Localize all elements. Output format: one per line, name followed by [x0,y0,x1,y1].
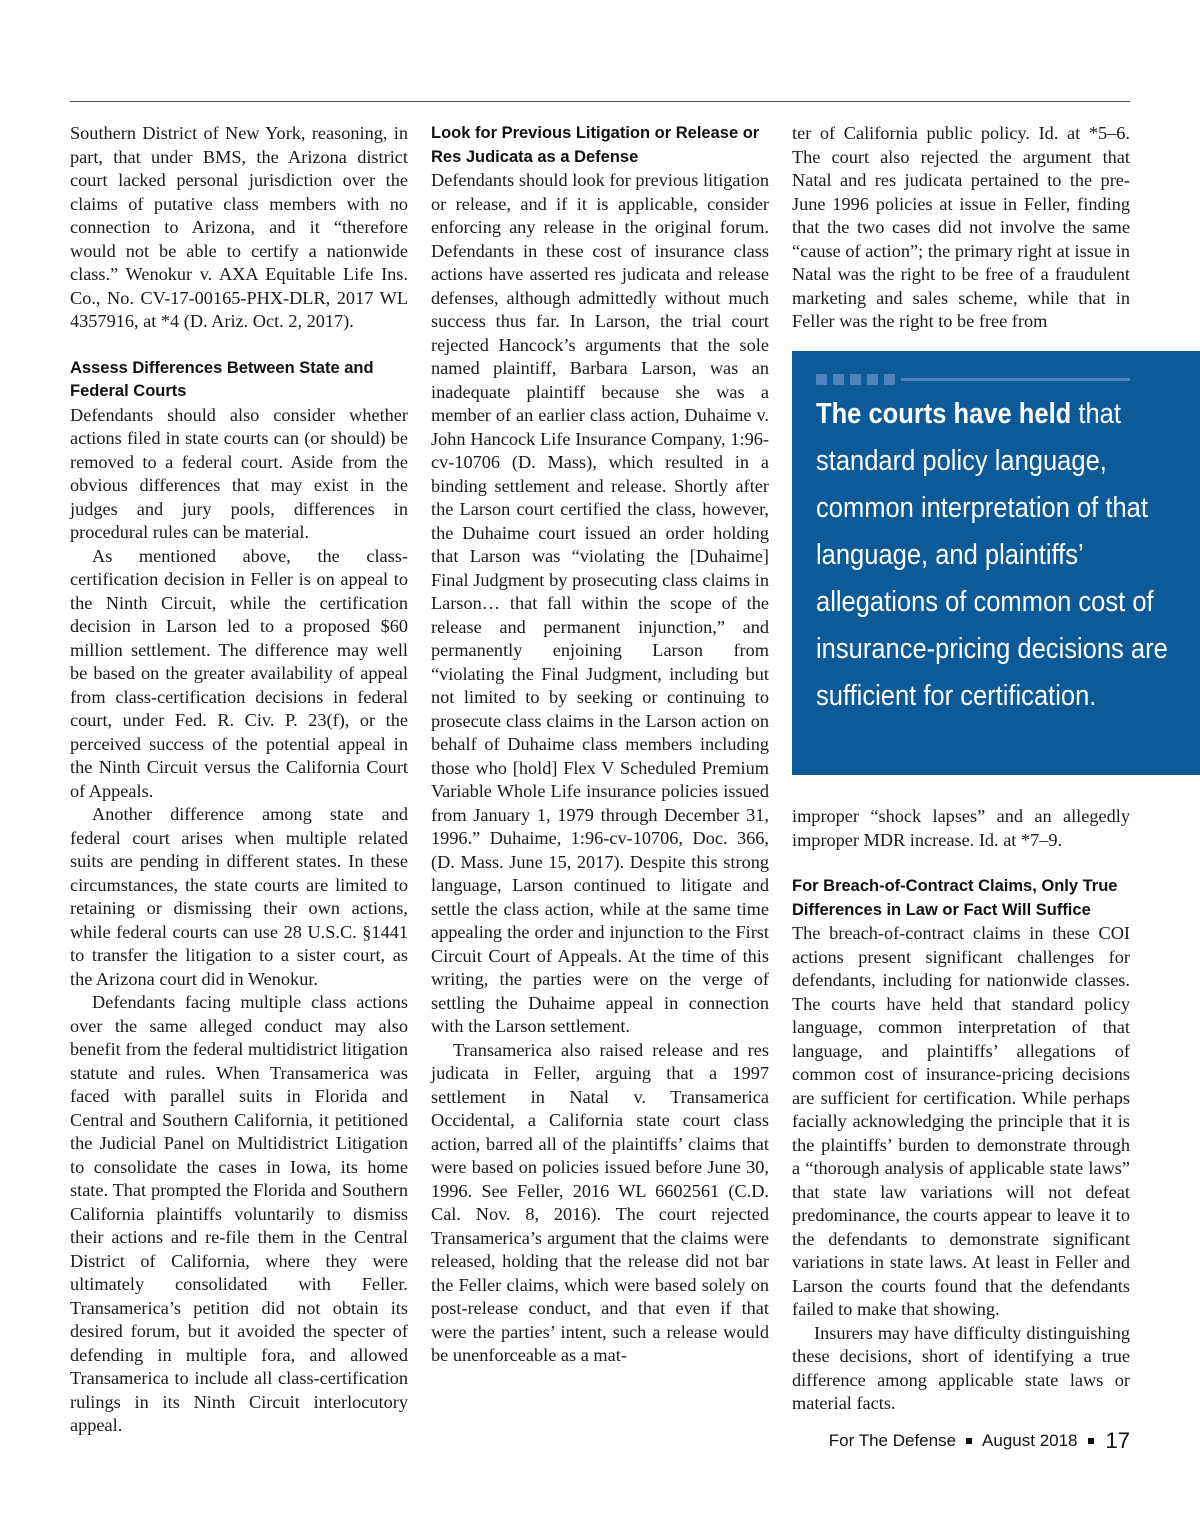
page-number: 17 [1105,1428,1130,1453]
bullet-icon [966,1438,972,1444]
top-rule [70,101,1130,102]
paragraph: improper “shock lapses” and an allegedly improper MDR increase. Id. at *7–9. [792,806,1130,850]
section-heading: Assess Differences Between State and Federal Courts [70,358,374,400]
section-heading: Look for Previous Litigation or Release or Res Judicata as a Defense [431,124,760,166]
paragraph: ter of California public policy. Id. at *5–6. The court also rejected the argument that Natal and res judicata pertained to the pre-June 1996 policies at issue in Feller, finding that the two cases did not involve the same “cause of action”; the primary right at issue in Natal was the right to be free of a fraudulent marketing and sales scheme, while that in Feller was the right to be free from [792,123,1130,331]
paragraph: Transamerica also raised release and res judicata in Feller, arguing that a 1997 settlement in Natal v. Transamerica Occidental, a California state court class action, barred all of the plaintiffs’ claims that were based on policies issued before June 30, 1996. See Feller, 2016 WL 6602561 (C.D. Cal. Nov. 8, 2016). The court rejected Transamerica’s argument that the claims were released, holding that the release did not bar the Feller claims, which were based solely on post-release conduct, and that even if that were the parties’ intent, such a release would be unenforceable as a mat- [431,1039,769,1365]
paragraph: Southern District of New York, reasoning, in part, that under BMS, the Arizona district court lacked personal jurisdiction over the claims of putative class members with no connection to Arizona, and it “therefore would not be able to certify a nationwide class.” Wenokur v. AXA Equitable Life Ins. Co., No. CV-17-00165-PHX-DLR, 2017 WL 4357916, at *4 (D. Ariz. Oct. 2, 2017). [70,123,408,331]
section-heading: For Breach-of-Contract Claims, Only True Differences in Law or Fact Will Suffice [792,877,1118,919]
publication-name: For The Defense [828,1431,957,1450]
paragraph: Defendants should also consider whether actions filed in state courts can (or should) be removed to a federal court. Aside from the obvious differences that may exist in the judges and jury pools, differences in procedural rules can be material. [70,404,408,542]
pull-quote-decoration [816,373,1200,385]
pull-quote-bold: The courts have held [816,398,1072,430]
column-3-bottom [792,805,1130,1416]
pull-quote-rest: that standard policy language, common interpretation of that language, and plaintiffs’ allegations of common cost of insurance-pricing decisions are sufficient for certification. [816,398,1168,712]
paragraph: The breach-of-contract claims in these COI actions present significant challenges for defendants, including for nationwide classes. The courts have held that standard policy language, common interpretation of that language, and plaintiffs’ allegations of common cost of insurance-pricing decisions are sufficient for certification. While perhaps facially acknowledging the principle that it is the plaintiffs’ burden to demonstrate through a “thorough analysis of applicable state laws” that state law variations will not defeat predominance, the courts appear to leave it to the defendants to demonstrate significant variations in state laws. At least in Feller and Larson the courts found that the defendants failed to make that showing. [792,923,1130,1319]
paragraph: Another difference among state and federal court arises when multiple related suits are pending in different states. In these circumstances, the state courts are limited to retaining or dismissing their own actions, while federal courts can use 28 U.S.C. §1441 to transfer the litigation to a sister court, as the Arizona court did in Wenokur. [70,804,408,989]
issue-date: August 2018 [982,1431,1078,1450]
pull-quote-text [816,391,1186,720]
paragraph: As mentioned above, the class-certification decision in Feller is on appeal to the Ninth Circuit, while the certification decision in Larson led to a proposed $60 million settlement. The difference may well be based on the greater availability of appeal from class-certification decisions in federal court, under Fed. R. Civ. P. 23(f), or the perceived success of the potential appeal in the Ninth Circuit versus the California Court of Appeals. [70,545,408,801]
paragraph: Defendants should look for previous litigation or release, and if it is applicable, consider enforcing any release in the original forum. Defendants in these cost of insurance class actions have asserted res judicata and release defenses, although admittedly without much success thus far. In Larson, the trial court rejected Hancock’s arguments that the sole named plaintiff, Barbara Larson, was an inadequate plaintiff because she was a member of an earlier class action, Duhaime v. John Hancock Life Insurance Company, 1:96-cv-10706 (D. Mass), which resulted in a binding settlement and release. Shortly after the Larson court certified the class, however, the Duhaime court issued an order holding that Larson was “violating the [Duhaime] Final Judgment by prosecuting class claims in Larson… that fall within the scope of the release and permanent injunction,” and permanently enjoining Larson from “violating the Final Judgment, including but not limited to by seeking or continuing to prosecute class claims in the Larson action on behalf of Duhaime class members including those who [hold] Flex V Scheduled Premium Variable Whole Life insurance policies issued from January 1, 1979 through December 31, 1996.” Duhaime, 1:96-cv-10706, Doc. 366, (D. Mass. June 15, 2017). Despite this strong language, Larson continued to litigate and settle the class action, while at the same time appealing the order and injunction to the First Circuit Court of Appeals. At the time of this writing, the parties were on the verge of settling the Duhaime appeal in connection with the Larson settlement. [431,170,769,1036]
column-3-top [792,122,1130,334]
page-footer [829,1428,1130,1454]
paragraph: Defendants facing multiple class actions over the same alleged conduct may also benefit from the federal multidistrict litigation statute and rules. When Transamerica was faced with parallel suits in Florida and Central and Southern California, it petitioned the Judicial Panel on Multidistrict Litigation to consolidate the cases in Iowa, its home state. That prompted the Florida and Southern California plaintiffs voluntarily to dismiss their actions and re-file them in the Central District of California, where they were ultimately consolidated with Feller. Transamerica’s petition did not obtain its desired forum, but it avoided the specter of defending in multiple fora, and allowed Transamerica to include all class-certification rulings in its Ninth Circuit interlocutory appeal. [70,992,408,1435]
column-1 [70,122,408,1438]
column-2 [431,122,769,1368]
bullet-icon [1088,1438,1094,1444]
pull-quote-box [792,351,1200,775]
paragraph: Insurers may have difficulty distinguishing these decisions, short of identifying a true difference among applicable state laws or material facts. [792,1322,1130,1413]
